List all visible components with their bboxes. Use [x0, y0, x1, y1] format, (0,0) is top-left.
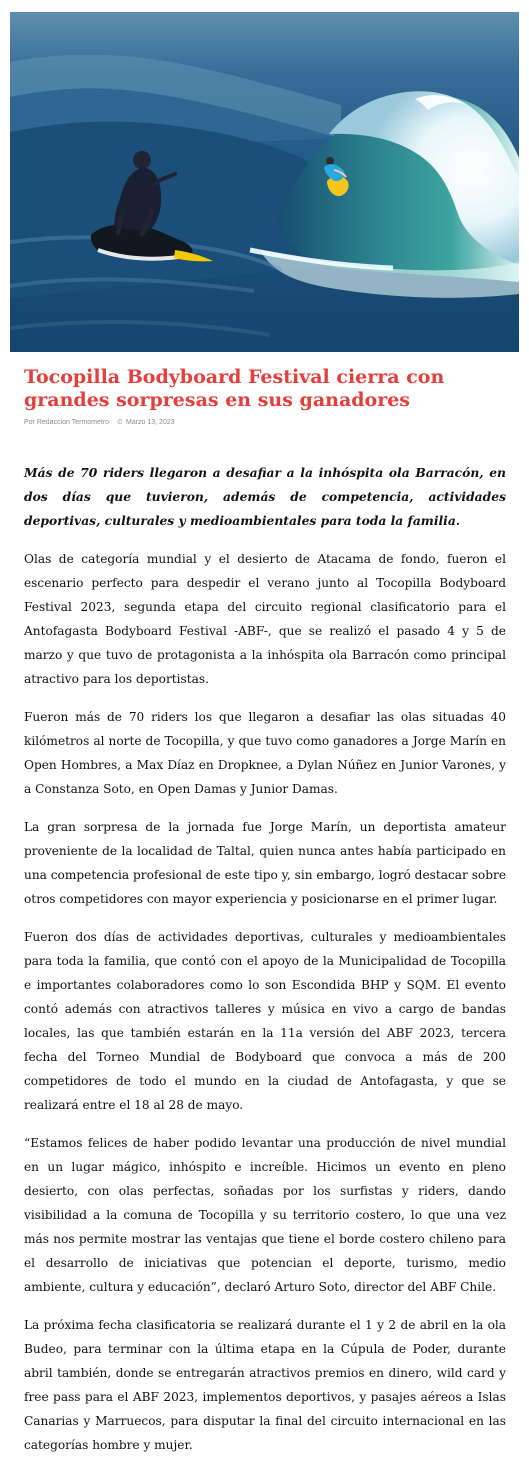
article-lead: Más de 70 riders llegaron a desafiar a la inhóspita ola Barracón, en dos días que tuvieron, además de competencia, actividades deportivas, culturales y medioambientales para toda la familia.: [24, 465, 506, 528]
hero-image: [10, 12, 519, 352]
author-link[interactable]: Por Redaccion Termometro: [24, 419, 110, 426]
article-paragraph: Olas de categoría mundial y el desierto de Atacama de fondo, fueron el escenario perfecto para despedir el verano junto al Tocopilla Bodyboard Festival 2023, segunda etapa del circuito regional clasificatorio para el Antofagasta Bodyboard Festival -ABF-, que se realizó el pasado 4 y 5 de marzo y que tuvo de protagonista a la inhóspita ola Barracón como principal atractivo para los deportistas.: [24, 552, 506, 686]
publish-date: Marzo 13, 2023: [125, 419, 175, 426]
clock-icon: ⏲: [117, 419, 123, 426]
article: [24, 366, 506, 1469]
article-title: Tocopilla Bodyboard Festival cierra con grandes sorpresas en sus ganadores: [24, 366, 445, 411]
article-paragraph: Fueron dos días de actividades deportivas, culturales y medioambientales para toda la familia, que contó con el apoyo de la Municipalidad de Tocopilla e importantes colaboradores como lo son Escondida BHP y SQM. El evento contó además con atractivos talleres y música en vivo a cargo de bandas locales, las que también estarán en la 11a versión del ABF 2023, tercera fecha del Torneo Mundial de Bodyboard que convoca a más de 200 competidores de todo el mundo en la ciudad de Antofagasta, y que se realizará entre el 18 al 28 de mayo.: [24, 930, 506, 1112]
surf-wave-photo: [10, 12, 519, 352]
article-meta: [24, 416, 506, 430]
article-paragraph: La próxima fecha clasificatoria se realizará durante el 1 y 2 de abril en la ola Budeo, para terminar con la última etapa en la Cúpula de Poder, durante abril también, donde se entregarán atractivos premios en dinero, wild card y free pass para el ABF 2023, implementos deportivos, y pasajes aéreos a Islas Canarias y Marruecos, para disputar la final del circuito internacional en las categorías hombre y mujer.: [24, 1318, 506, 1452]
article-paragraph: La gran sorpresa de la jornada fue Jorge Marín, un deportista amateur proveniente de la localidad de Taltal, quien nunca antes había participado en una competencia profesional de este tipo y, sin embargo, logró destacar sobre otros competidores con mayor experiencia y posicionarse en el primer lugar.: [24, 820, 506, 906]
article-paragraph: Fueron más de 70 riders los que llegaron a desafiar las olas situadas 40 kilómetros al norte de Tocopilla, y que tuvo como ganadores a Jorge Marín en Open Hombres, a Max Díaz en Dropknee, a Dylan Núñez en Junior Varones, y a Constanza Soto, en Open Damas y Junior Damas.: [24, 710, 506, 796]
article-paragraph: “Estamos felices de haber podido levantar una producción de nivel mundial en un lugar mágico, inhóspito e increíble. Hicimos un evento en pleno desierto, con olas perfectas, soñadas por los surfistas y riders, dando visibilidad a la comuna de Tocopilla y su territorio costero, lo que una vez más nos permite mostrar las ventajas que tiene el borde costero chileno para el desarrollo de iniciativas que potencian el deporte, turismo, medio ambiente, cultura y educación”, declaró Arturo Soto, director del ABF Chile.: [24, 1136, 506, 1294]
